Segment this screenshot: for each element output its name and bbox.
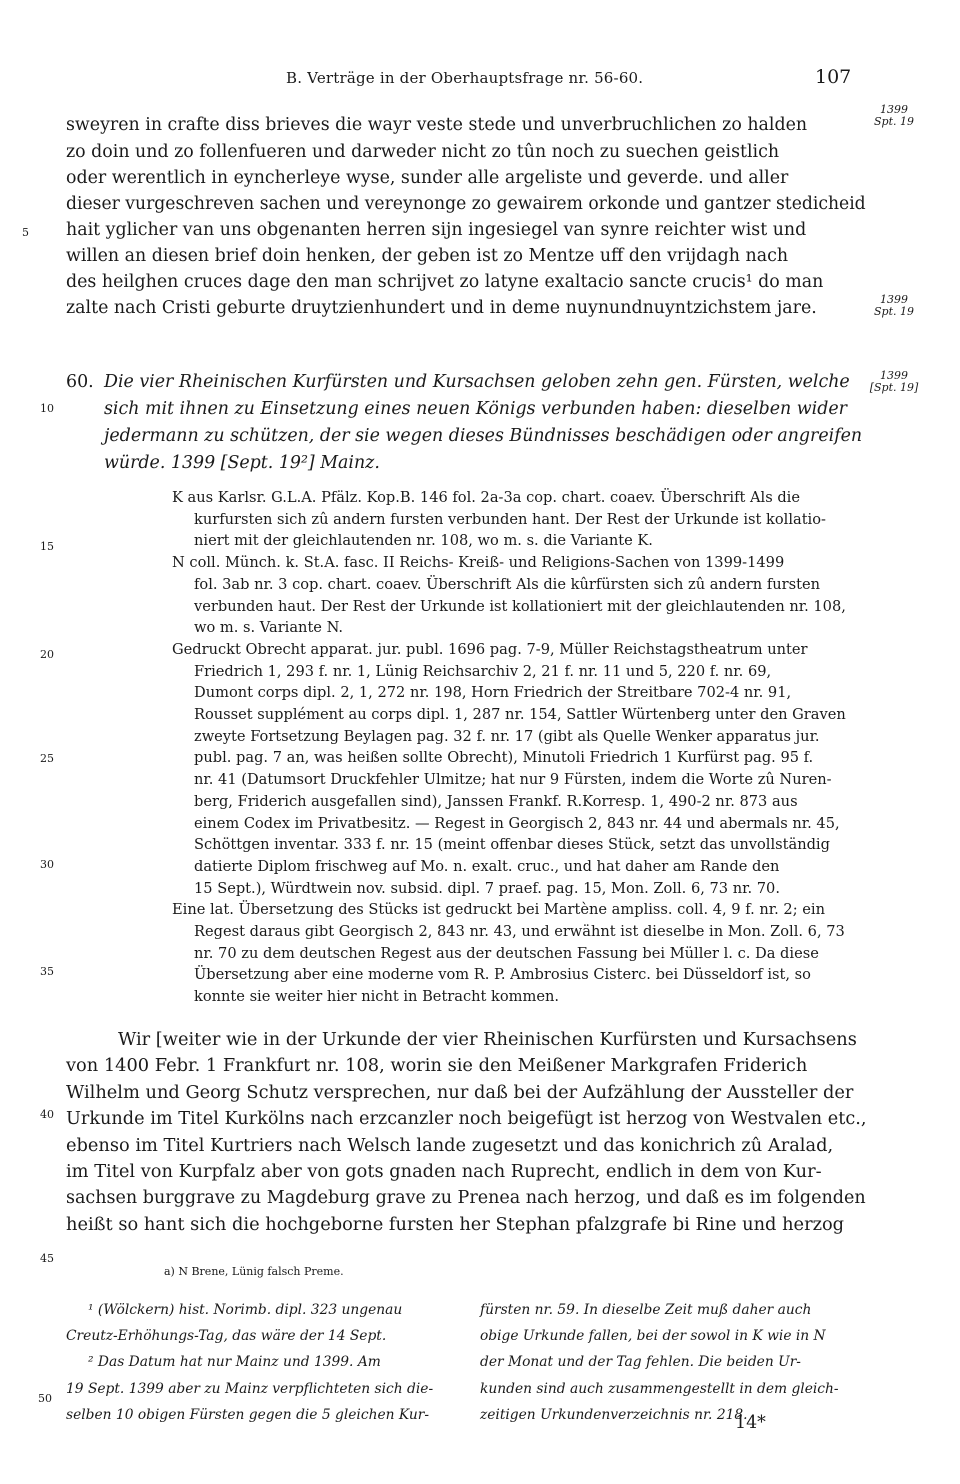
body-line: dieser vurgeschreven sachen und vereynonge zo gewairem orkonde und gantzer stedicheid <box>66 194 866 214</box>
text-line: sachsen burggrave zu Magdeburg grave zu Prenea nach herzog, und daß es im folgenden <box>66 1187 866 1209</box>
margin-day: Spt. 19 <box>874 305 914 318</box>
margin-date-top <box>872 104 916 128</box>
margin-day: [Spt. 19] <box>869 381 919 394</box>
margin-year: 1399 <box>880 293 908 306</box>
source-line: Eine lat. Übersetzung des Stücks ist gedruckt bei Martène ampliss. coll. 4, 9 f. nr. 2; ein <box>172 901 825 919</box>
footnote-line: zeitigen Urkundenverzeichnis nr. 218. <box>480 1406 748 1423</box>
section-heading-line: sich mit ihnen zu Einsetzung eines neuen Königs verbunden haben: dieselben wider <box>104 399 847 419</box>
source-line: nr. 70 zu dem deutschen Regest aus der deutschen Fassung bei Müller l. c. Da diese <box>194 944 819 962</box>
source-line: niert mit der gleichlautenden nr. 108, wo m. s. die Variante K. <box>194 532 653 550</box>
line-number: 50 <box>38 1392 52 1405</box>
source-line: fol. 3ab nr. 3 cop. chart. coaev. Überschrift Als die kûrfürsten sich zû andern fursten <box>194 575 820 593</box>
margin-date-mid <box>872 294 916 318</box>
footnote-line: ² Das Datum hat nur Mainz und 1399. Am <box>88 1354 381 1371</box>
source-line: Schöttgen inventar. 333 f. nr. 15 (meint offenbar dieses Stück, setzt das unvollständig <box>194 836 830 854</box>
body-line: oder werentlich in eyncherleye wyse, sunder alle argeliste und geverde. und aller <box>66 168 789 188</box>
section-heading-line: Die vier Rheinischen Kurfürsten und Kursachsen geloben zehn gen. Fürsten, welche <box>104 372 850 392</box>
line-number: 5 <box>22 226 29 239</box>
source-line: Friedrich 1, 293 f. nr. 1, Lünig Reichsarchiv 2, 21 f. nr. 11 und 5, 220 f. nr. 69, <box>194 662 772 680</box>
margin-year: 1399 <box>880 103 908 116</box>
footnote-line: fürsten nr. 59. In dieselbe Zeit muß daher auch <box>480 1302 812 1318</box>
line-number: 30 <box>40 858 54 871</box>
source-line: Dumont corps dipl. 2, 1, 272 nr. 198, Horn Friedrich der Streitbare 702-4 nr. 91, <box>194 684 792 702</box>
section-number: 60. <box>66 372 94 392</box>
source-line: datierte Diplom frischweg auf Mo. n. exalt. cruc., und hat daher am Rande den <box>194 857 780 875</box>
source-line: einem Codex im Privatbesitz. — Regest in Georgisch 2, 843 nr. 44 und abermals nr. 45, <box>194 814 840 832</box>
signature-mark: 14* <box>735 1413 766 1433</box>
source-line: berg, Friderich ausgefallen sind), Janssen Frankf. R.Korresp. 1, 490-2 nr. 873 aus <box>194 792 798 810</box>
body-line: des heilghen cruces dage den man schrijvet zo latyne exaltacio sancte crucis¹ do man <box>66 272 824 292</box>
line-number: 35 <box>40 965 54 978</box>
footnote-line: ¹ (Wölckern) hist. Norimb. dipl. 323 ungenau <box>88 1302 403 1318</box>
text-line: ebenso im Titel Kurtriers nach Welsch lande zugesetzt und das konichrich zû Aralad, <box>66 1134 834 1156</box>
footnote-line: selben 10 obigen Fürsten gegen die 5 gleichen Kur- <box>66 1406 430 1423</box>
line-number: 20 <box>40 648 54 661</box>
line-number: 40 <box>40 1108 54 1121</box>
body-line: zalte nach Cristi geburte druytzienhundert und in deme nuynundnuyntzichstem jare. <box>66 298 817 318</box>
footnote-line: der Monat und der Tag fehlen. Die beiden Ur- <box>480 1354 801 1371</box>
text-line: heißt so hant sich die hochgeborne fursten her Stephan pfalzgrafe bi Rine und herzog <box>66 1213 845 1235</box>
footnote-line: kunden sind auch zusammengestellt in dem gleich- <box>480 1380 839 1397</box>
body-line: sweyren in crafte diss brieves die wayr veste stede und unverbruchlichen zo halden <box>66 115 808 135</box>
source-line: N coll. Münch. k. St.A. fasc. II Reichs- Kreiß- und Religions-Sachen von 1399-1499 <box>172 554 785 572</box>
text-line: von 1400 Febr. 1 Frankfurt nr. 108, worin sie den Meißener Markgrafen Friderich <box>66 1055 808 1077</box>
variant-note: a) N Brene, Lünig falsch Preme. <box>164 1265 344 1278</box>
margin-day: Spt. 19 <box>874 115 914 128</box>
source-line: Rousset supplément au corps dipl. 1, 287 nr. 154, Sattler Würtenberg unter den Graven <box>194 706 846 723</box>
margin-date-section <box>866 370 922 394</box>
source-line: wo m. s. Variante N. <box>194 619 344 637</box>
page-number: 107 <box>815 66 852 88</box>
footnote-line: obige Urkunde fallen, bei der sowol in K wie in N <box>480 1328 826 1345</box>
source-line: Gedruckt Obrecht apparat. jur. publ. 1696 pag. 7-9, Müller Reichstagstheatrum unter <box>172 640 808 658</box>
footnote-line: 19 Sept. 1399 aber zu Mainz verpflichteten sich die- <box>66 1380 434 1397</box>
line-number: 10 <box>40 402 54 415</box>
footnote-line: Creutz-Erhöhungs-Tag, das wäre der 14 Sept. <box>66 1328 387 1345</box>
body-line: hait yglicher van uns obgenanten herren sijn ingesiegel van synre reichter wist und <box>66 220 807 240</box>
body-line: zo doin und zo follenfueren und darweder nicht zo tûn noch zu suechen geistlich <box>66 142 780 162</box>
text-line: Wilhelm und Georg Schutz versprechen, nur daß bei der Aufzählung der Aussteller der <box>66 1081 854 1103</box>
section-heading-line: würde. 1399 [Sept. 19²] Mainz. <box>104 453 380 473</box>
source-line: Regest daraus gibt Georgisch 2, 843 nr. 43, und erwähnt ist dieselbe in Mon. Zoll. 6, 73 <box>194 923 845 940</box>
source-line: Übersetzung aber eine moderne vom R. P. Ambrosius Cisterc. bei Düsseldorf ist, so <box>194 966 811 984</box>
body-line: willen an diesen brief doin henken, der geben ist zo Mentze uff den vrijdagh nach <box>66 246 789 266</box>
text-line: Wir [weiter wie in der Urkunde der vier Rheinischen Kurfürsten und Kursachsens <box>118 1029 857 1050</box>
source-line: 15 Sept.), Würdtwein nov. subsid. dipl. 7 praef. pag. 15, Mon. Zoll. 6, 73 nr. 70. <box>194 879 780 897</box>
margin-year: 1399 <box>880 369 908 382</box>
source-line: K aus Karlsr. G.L.A. Pfälz. Kop.B. 146 fol. 2a-3a cop. chart. coaev. Überschrift Als die <box>172 489 800 506</box>
source-line: publ. pag. 7 an, was heißen sollte Obrecht), Minutoli Friedrich 1 Kurfürst pag. 95 f. <box>194 749 814 767</box>
source-line: kurfursten sich zû andern fursten verbunden hant. Der Rest der Urkunde ist kollatio- <box>194 510 826 528</box>
line-number: 45 <box>40 1252 54 1265</box>
line-number: 25 <box>40 752 54 765</box>
section-heading-line: jedermann zu schützen, der sie wegen dieses Bündnisses beschädigen oder angreifen <box>104 426 863 446</box>
source-line: konnte sie weiter hier nicht in Betracht kommen. <box>194 988 560 1006</box>
text-line: Urkunde im Titel Kurkölns nach erzcanzler noch beigefügt ist herzog von Westvalen etc., <box>66 1108 867 1130</box>
source-line: nr. 41 (Datumsort Druckfehler Ulmitze; hat nur 9 Fürsten, indem die Worte zû Nuren- <box>194 771 832 789</box>
running-title: B. Verträge in der Oberhauptsfrage nr. 56-60. <box>286 69 644 87</box>
text-line: im Titel von Kurpfalz aber von gots gnaden nach Ruprecht, endlich in dem von Kur- <box>66 1161 822 1182</box>
source-line: verbunden haut. Der Rest der Urkunde ist kollationiert mit der gleichlautenden nr. 108, <box>194 597 846 615</box>
source-line: zweyte Fortsetzung Beylagen pag. 32 f. nr. 17 (gibt als Quelle Wenker apparatus jur. <box>194 727 820 745</box>
line-number: 15 <box>40 540 54 553</box>
